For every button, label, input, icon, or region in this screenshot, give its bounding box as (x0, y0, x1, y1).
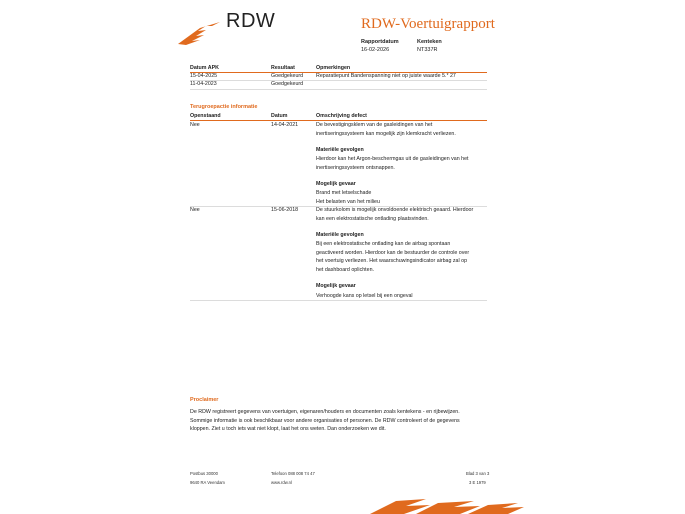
recall-gevolgen-label: Materiële gevolgen (316, 232, 364, 238)
footer-address: 9640 RA Veendam (190, 480, 225, 485)
apk-row-datum: 11-04-2023 (190, 81, 217, 87)
recall-gevaar-line: Verhoogde kans op letsel bij een ongeval (316, 292, 413, 299)
recall-defect-line: kan een elektrostatische ontlading plaatsvinden. (316, 215, 429, 222)
logo-text: RDW (226, 10, 276, 32)
recalls-header-datum: Datum (271, 113, 288, 119)
footer-postbus: Postbus 30000 (190, 471, 218, 476)
apk-row-resultaat: Goedgekeurd (271, 81, 304, 87)
rdw-logo-icon (176, 20, 222, 46)
recall-datum: 15-06-2018 (271, 207, 299, 213)
recall-openstaand: Nee (190, 207, 200, 213)
apk-header-resultaat: Resultaat (271, 65, 295, 71)
footer-code: 3 E 1979 (469, 480, 486, 485)
recall-gevolgen-line: inertiseringssysteem ontsnappen. (316, 164, 395, 171)
apk-header-opmerkingen: Opmerkingen (316, 65, 351, 71)
recall-gevaar-label: Mogelijk gevaar (316, 181, 356, 187)
recall-gevolgen-line: geactiveerd worden. Hierdoor kan de bestuurder de controle over (316, 249, 470, 256)
apk-header-datum: Datum APK (190, 65, 219, 71)
footer-telefoon: Telefoon 088 008 74 47 (271, 471, 315, 476)
disclaimer-line: De RDW registreert gegevens van voertuigen, eigenaren/houders en documenten zoals kentekens - en rijbewijzen. (190, 409, 460, 415)
recall-datum: 14-04-2021 (271, 122, 299, 128)
apk-row-datum: 15-04-2025 (190, 73, 218, 79)
recall-defect-line: De bevestigingsklem van de gasleidingen van het (316, 122, 433, 128)
recall-gevolgen-line: het voertuig verliezen. Het waarschuwingsindicator airbag zal op (316, 258, 468, 264)
disclaimer-title: Proclaimer (190, 397, 219, 403)
recall-gevaar-line: Brand met letselschade (316, 190, 372, 196)
row-divider (190, 89, 487, 90)
recalls-header-openstaand: Openstaand (190, 113, 221, 119)
row-divider (190, 80, 487, 81)
row-divider (190, 300, 487, 301)
recall-defect-line: De stuurkolom is mogelijk onvoldoende elektrisch geaard. Hierdoor (316, 207, 474, 213)
report-title: RDW-Voertuigrapport (361, 16, 495, 32)
recall-gevolgen-label: Materiële gevolgen (316, 147, 364, 153)
disclaimer-line: kloppen. Ziet u toch iets wat niet klopt, laat het ons weten. Dan onderzoeken we dit. (190, 426, 386, 432)
recall-gevaar-label: Mogelijk gevaar (316, 283, 356, 289)
recall-gevolgen-line: Hierdoor kan het Argon-beschermgas uit de gasleidingen van het (316, 156, 469, 162)
recall-gevolgen-line: het dashboard oplichten. (316, 266, 375, 273)
brand-stripes-icon (356, 497, 526, 514)
kenteken-label: Kenteken (417, 39, 442, 45)
apk-row-opmerking: Reparatiepunt Bandenspanning niet op juiste waarde 5.* 27 (316, 73, 456, 79)
recalls-title: Terugroepactie informatie (190, 104, 258, 110)
recall-gevaar-line: Het belasten van het milieu (316, 198, 380, 205)
recalls-header-omschrijving: Omschrijving defect (316, 113, 367, 119)
recall-openstaand: Nee (190, 122, 200, 128)
rapportdatum-label: Rapportdatum (361, 39, 399, 45)
footer-page-number: Blad 3 van 3 (466, 471, 490, 476)
footer-website[interactable]: www.rdw.nl (271, 480, 292, 485)
rapportdatum-value: 16-02-2026 (361, 47, 390, 53)
recall-gevolgen-line: Bij een elektrostatische ontlading kan de airbag spontaan (316, 241, 451, 247)
kenteken-value: NT337R (417, 47, 438, 53)
recall-defect-line: inertiseringssysteem kan mogelijk zijn klemkracht verliezen. (316, 130, 456, 137)
disclaimer-line: Sommige informatie is ook beschikbaar voor andere organisaties of personen. De RDW controleert of de gegevens (190, 417, 460, 424)
apk-row-resultaat: Goedgekeurd (271, 73, 304, 79)
